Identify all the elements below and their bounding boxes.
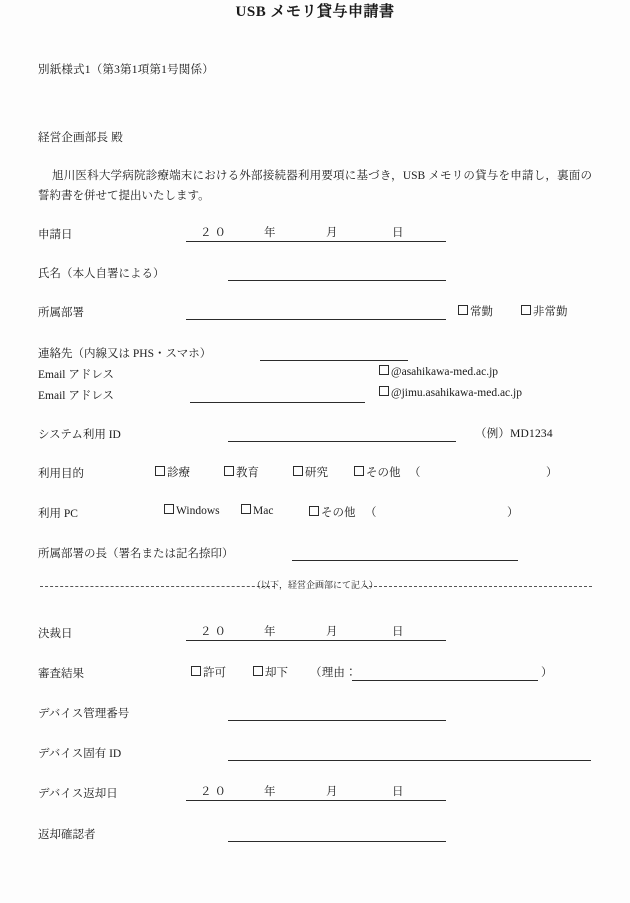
pc-label: 利用 PC	[38, 508, 78, 520]
date-year-unit: 年	[264, 786, 276, 798]
pc-option-label: Windows	[176, 505, 220, 517]
purpose-other-paren-close: ）	[546, 467, 558, 479]
checkbox-fulltime-label: 常勤	[470, 306, 493, 318]
field-row-device-unique-id	[38, 745, 592, 765]
name-label: 氏名（本人自署による）	[38, 268, 165, 280]
device-unique-id-label: デバイス固有 ID	[38, 748, 122, 760]
checkbox-box-icon	[521, 305, 531, 315]
checkbox-fulltime[interactable]	[458, 303, 493, 319]
purpose-option-label: 研究	[305, 467, 328, 479]
field-row-system-id	[38, 426, 592, 446]
reason-input[interactable]	[352, 665, 538, 681]
checkbox-purpose-research[interactable]	[293, 464, 328, 480]
checkbox-pc-other[interactable]	[309, 504, 356, 520]
checkbox-purpose-clinical[interactable]	[155, 464, 190, 480]
intro-paragraph: 旭川医科大学病院診療端末における外部接続器利用要項に基づき，USB メモリの貸与を申請し，裏面の誓約書を併せて提出いたします。	[38, 170, 592, 203]
checkbox-email-domain-2[interactable]	[379, 386, 522, 399]
purpose-other-paren-open: （	[409, 467, 421, 479]
purpose-option-label: その他	[366, 467, 401, 479]
date-day-unit: 日	[392, 227, 404, 239]
checkbox-box-icon	[164, 504, 174, 514]
email-2-label: Email アドレス	[38, 390, 114, 402]
device-admin-number-input[interactable]	[228, 705, 446, 721]
review-result-label: 審査結果	[38, 668, 84, 680]
application-date-input[interactable]	[186, 226, 446, 242]
checkbox-box-icon	[354, 466, 364, 476]
purpose-label: 利用目的	[38, 468, 84, 480]
field-row-application-date	[38, 226, 592, 246]
date-day-unit: 日	[392, 786, 404, 798]
department-input[interactable]	[186, 304, 446, 320]
field-row-pc	[38, 505, 592, 525]
device-admin-number-label: デバイス管理番号	[38, 708, 130, 720]
pc-other-paren-open: （	[365, 507, 377, 519]
checkbox-box-icon	[379, 365, 389, 375]
checkbox-box-icon	[379, 386, 389, 396]
date-day-unit: 日	[392, 626, 404, 638]
date-year-unit: 年	[264, 626, 276, 638]
purpose-option-label: 診療	[167, 467, 190, 479]
checkbox-review-approve[interactable]	[191, 664, 226, 680]
checkbox-pc-windows[interactable]	[164, 504, 220, 517]
date-month-unit: 月	[326, 227, 338, 239]
contact-label: 連絡先（内線又は PHS・スマホ）	[38, 348, 212, 360]
field-row-device-return-date	[38, 785, 592, 805]
review-option-label: 却下	[265, 667, 288, 679]
checkbox-box-icon	[224, 466, 234, 476]
decision-date-label: 決裁日	[38, 628, 73, 640]
reason-prefix: （理由：	[310, 667, 357, 679]
device-return-date-label: デバイス返却日	[38, 788, 118, 800]
field-row-purpose	[38, 465, 592, 485]
pc-other-paren-close: ）	[507, 507, 519, 519]
date-prefix: ２０	[200, 626, 229, 638]
field-row-name	[38, 265, 592, 285]
system-id-label: システム利用 ID	[38, 429, 121, 441]
checkbox-box-icon	[241, 504, 251, 514]
email-1-label: Email アドレス	[38, 369, 114, 381]
field-row-contact	[38, 345, 592, 365]
field-row-email-1	[38, 366, 592, 386]
reason-suffix: ）	[541, 667, 553, 679]
return-confirmer-label: 返却確認者	[38, 829, 96, 841]
device-return-date-input[interactable]	[186, 785, 446, 801]
contact-input[interactable]	[260, 345, 408, 361]
form-code: 別紙様式1（第3第1項第1号関係）	[38, 64, 214, 76]
checkbox-box-icon	[458, 305, 468, 315]
checkbox-box-icon	[191, 666, 201, 676]
field-row-review-result	[38, 665, 592, 685]
name-input[interactable]	[228, 265, 446, 281]
field-row-device-admin-number	[38, 705, 592, 725]
decision-date-input[interactable]	[186, 625, 446, 641]
email-domain-1: @asahikawa-med.ac.jp	[391, 366, 499, 378]
checkbox-pc-mac[interactable]	[241, 504, 273, 517]
date-prefix: ２０	[200, 786, 229, 798]
field-row-department	[38, 304, 592, 324]
system-id-input[interactable]	[228, 426, 456, 442]
field-row-return-confirmer	[38, 826, 592, 846]
system-id-example: （例）MD1234	[475, 428, 553, 440]
device-unique-id-input[interactable]	[228, 745, 591, 761]
field-row-decision-date	[38, 625, 592, 645]
date-month-unit: 月	[326, 626, 338, 638]
checkbox-purpose-other[interactable]	[354, 464, 401, 480]
email-2-input[interactable]	[190, 387, 365, 403]
checkbox-box-icon	[309, 506, 319, 516]
addressee: 経営企画部長 殿	[38, 132, 123, 144]
divider-caption: （以下，経営企画部にて記入）	[251, 580, 378, 590]
checkbox-purpose-education[interactable]	[224, 464, 259, 480]
email-domain-2: @jimu.asahikawa-med.ac.jp	[391, 387, 522, 399]
date-prefix: ２０	[200, 227, 229, 239]
section-divider	[30, 578, 600, 594]
date-month-unit: 月	[326, 786, 338, 798]
date-year-unit: 年	[264, 227, 276, 239]
checkbox-parttime[interactable]	[521, 303, 568, 319]
checkbox-parttime-label: 非常勤	[533, 306, 568, 318]
supervisor-label: 所属部署の長（署名または記名捺印）	[38, 548, 234, 560]
checkbox-box-icon	[253, 666, 263, 676]
supervisor-input[interactable]	[292, 545, 518, 561]
application-date-label: 申請日	[38, 229, 73, 241]
checkbox-box-icon	[293, 466, 303, 476]
pc-option-label: Mac	[253, 505, 274, 517]
field-row-supervisor	[38, 545, 592, 565]
checkbox-review-reject[interactable]	[253, 664, 288, 680]
pc-option-label: その他	[321, 507, 356, 519]
purpose-option-label: 教育	[236, 467, 259, 479]
department-label: 所属部署	[38, 307, 84, 319]
page-title: USB メモリ貸与申請書	[235, 4, 395, 20]
checkbox-email-domain-1[interactable]	[379, 365, 498, 378]
return-confirmer-input[interactable]	[228, 826, 446, 842]
field-row-email-2	[38, 387, 592, 407]
review-option-label: 許可	[203, 667, 226, 679]
checkbox-box-icon	[155, 466, 165, 476]
